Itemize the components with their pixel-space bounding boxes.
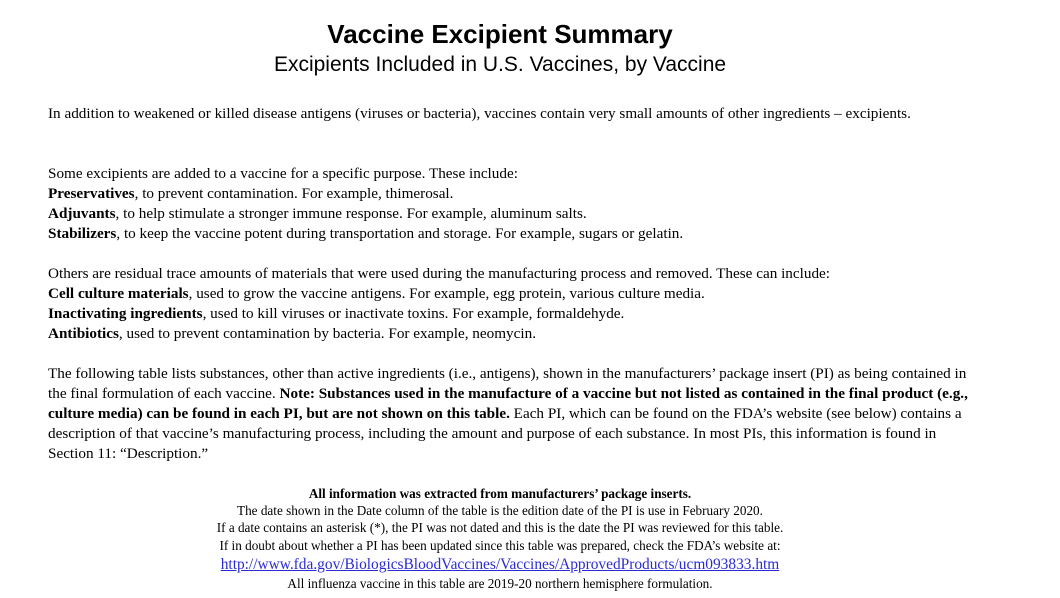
purpose-item-adjuvants <box>48 204 968 224</box>
residual-term: Antibiotics <box>48 325 119 342</box>
purpose-item-preservatives <box>48 184 968 204</box>
page-subtitle: Excipients Included in U.S. Vaccines, by Vaccine <box>273 53 727 76</box>
footer-line-date: The date shown in the Date column of the table is the edition date of the PI is use in February 2020. <box>237 503 763 519</box>
footer-notes <box>0 485 1000 592</box>
table-note-text <box>48 364 968 464</box>
purpose-term: Stabilizers <box>48 225 117 242</box>
intro-paragraph <box>48 104 968 124</box>
purpose-excipients-section <box>48 164 968 244</box>
table-note-bold: Note: Substances used in the manufacture of a vaccine but not listed as contained in the final product (e.g., culture media) can be found in each PI, but are not shown on this table. <box>48 385 968 422</box>
purpose-desc: , to help stimulate a stronger immune response. For example, aluminum salts. <box>115 205 587 222</box>
residual-desc: , used to kill viruses or inactivate toxins. For example, formaldehyde. <box>202 305 625 322</box>
residual-desc: , used to grow the vaccine antigens. For example, egg protein, various culture media. <box>188 285 705 302</box>
table-note-part2: Each PI, which can be found on the FDA’s website (see below) contains a description of that vaccine’s manufacturing process, including the amount and purpose of each substance. In most PIs, this information is found in Section 11: “Description.” <box>48 405 962 462</box>
residual-item-antibiotics <box>48 324 968 344</box>
residual-lead: Others are residual trace amounts of materials that were used during the manufacturing process and removed. These can include: <box>48 265 831 282</box>
footer-line-asterisk: If a date contains an asterisk (*), the PI was not dated and this is the date the PI was reviewed for this table. <box>216 520 784 536</box>
page-title: Vaccine Excipient Summary <box>327 19 673 49</box>
residual-term: Cell culture materials <box>48 285 189 302</box>
purpose-term: Adjuvants <box>48 205 116 222</box>
table-description-paragraph <box>48 364 968 464</box>
intro-text: In addition to weakened or killed disease antigens (viruses or bacteria), vaccines contain very small amounts of other ingredients – excipients. <box>48 105 911 122</box>
purpose-lead: Some excipients are added to a vaccine for a specific purpose. These include: <box>48 165 518 182</box>
table-note-part1: The following table lists substances, other than active ingredients (i.e., antigens), shown in the manufacturers’ package insert (PI) as being contained in the final formulation of each vaccine. <box>48 365 967 402</box>
residual-desc: , used to prevent contamination by bacteria. For example, neomycin. <box>118 325 536 342</box>
footer-line-check: If in doubt about whether a PI has been updated since this table was prepared, check the FDA’s website at: <box>219 537 781 553</box>
residual-item-cell-culture <box>48 284 968 304</box>
fda-website-link[interactable]: http://www.fda.gov/BiologicsBloodVaccines/Vaccines/ApprovedProducts/ucm093833.htm <box>220 555 780 573</box>
purpose-desc: , to prevent contamination. For example, thimerosal. <box>134 185 454 202</box>
footer-heading: All information was extracted from manufacturers’ package inserts. <box>308 486 692 501</box>
residual-term: Inactivating ingredients <box>48 305 203 322</box>
residual-excipients-section <box>48 264 968 344</box>
footer-link-line <box>0 554 1000 575</box>
purpose-term: Preservatives <box>48 185 135 202</box>
residual-item-inactivating <box>48 304 968 324</box>
footer-line-influenza: All influenza vaccine in this table are 2019-20 northern hemisphere formulation. <box>287 575 713 591</box>
purpose-desc: , to keep the vaccine potent during transportation and storage. For example, sugars or gelatin. <box>116 225 684 242</box>
purpose-item-stabilizers <box>48 224 968 244</box>
